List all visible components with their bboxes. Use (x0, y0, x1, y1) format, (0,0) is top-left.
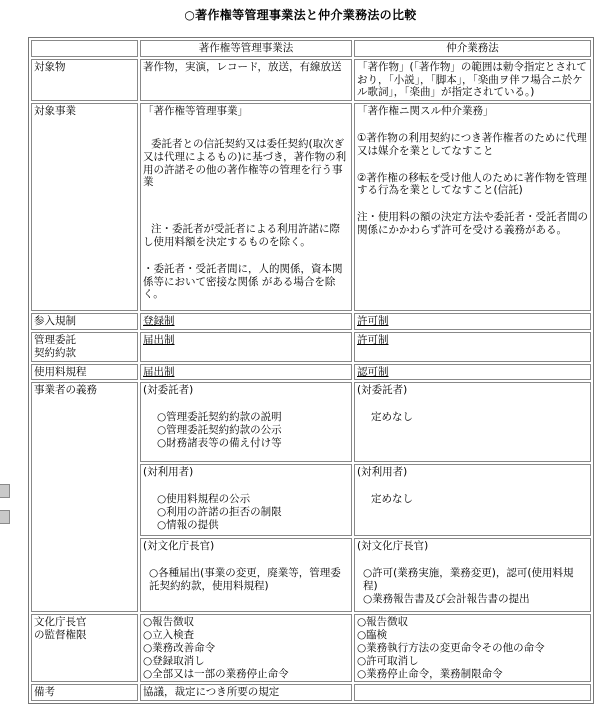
gimu-bunka-col1-head: (対文化庁長官) (143, 540, 215, 553)
row-kantoku (31, 614, 591, 682)
cell-gimu-riyo-col1 (140, 464, 352, 536)
gimu-riyo-col1-item: ○情報の提供 (157, 518, 219, 531)
row-jigyo (31, 103, 591, 311)
kanri-col1-text: 届出制 (143, 333, 175, 346)
row-taisho (31, 59, 591, 101)
side-tab-lower[interactable] (0, 510, 10, 524)
cell-biko-col1: 協議，裁定につき所要の規定 (140, 684, 352, 701)
sannyu-col2-text: 許可制 (357, 315, 389, 328)
cell-jigyo-col2 (354, 103, 591, 311)
row-label-shiyoryo: 使用料規程 (31, 364, 138, 381)
row-shiyoryo (31, 364, 591, 381)
kantoku-col2-item: ○業務停止命令，業務制限命令 (357, 667, 503, 680)
jigyo-col2-p2: ②著作権の移転を受け他人のために著作物を管理する行為を業としてなすこと(信託) (357, 171, 587, 197)
cell-gimu-bunka-col1 (140, 538, 352, 612)
gimu-riyo-col2-text: 定めなし (371, 493, 413, 506)
cell-jigyo-col1 (140, 103, 352, 311)
kantoku-col1-item: ○登録取消し (143, 654, 205, 667)
header-row (31, 40, 591, 57)
page-title: ○著作権等管理事業法と仲介業務法の比較 (184, 8, 417, 22)
kanri-col2-text: 許可制 (357, 333, 389, 346)
kantoku-col1-item: ○報告徴収 (143, 616, 195, 629)
cell-taisho-col2: 「著作物」(「著作物」の範囲は勅令指定とされており，「小説」，「脚本」，「楽曲ヲ伴フ場合ニ於ケル歌詞」，「楽曲」が指定されている。) (354, 59, 591, 101)
cell-taisho-col1: 著作物，実演，レコード，放送，有線放送 (140, 59, 352, 101)
gimu-bunka-col2-item: ○許可(業務実施，業務変更)，認可(使用料規程) (363, 567, 574, 592)
row-label-sannyu: 参入規制 (31, 313, 138, 330)
header-corner-cell (31, 40, 138, 57)
jigyo-col2-title: 「著作権ニ関スル仲介業務」 (357, 105, 494, 118)
cell-gimu-itaku-col2 (354, 382, 591, 462)
comparison-table (28, 37, 594, 704)
cell-sannyu-col1 (140, 313, 352, 330)
kanri-label-line1: 管理委託 (34, 333, 76, 346)
row-label-biko: 備考 (31, 684, 138, 701)
cell-kantoku-col2 (354, 614, 591, 682)
gimu-riyo-col1-item: ○使用料規程の公示 (157, 493, 251, 506)
row-gimu-itaku (31, 382, 591, 462)
gimu-itaku-col2-text: 定めなし (371, 411, 413, 424)
kantoku-col1-item: ○全部又は一部の業務停止命令 (143, 667, 289, 680)
row-sannyu (31, 313, 591, 330)
row-label-jigyo: 対象事業 (31, 103, 138, 311)
jigyo-col1-title: 「著作権等管理事業」 (143, 105, 248, 118)
gimu-bunka-col1-item: ○各種届出(事業の変更，廃業等，管理委託契約約款，使用料規程) (149, 567, 341, 592)
gimu-itaku-col1-item: ○財務諸表等の備え付け等 (157, 436, 282, 449)
sannyu-col1-text: 登録制 (143, 315, 175, 328)
kantoku-col2-item: ○業務執行方法の変更命令その他の命令 (357, 641, 545, 654)
row-label-taisho: 対象物 (31, 59, 138, 101)
row-label-kanri (31, 332, 138, 362)
jigyo-col1-p1: 委託者との信託契約又は委任契約(取次ぎ又は代理によるもの)に基づき，著作物の利用の許諾その他の著作権等の管理を行う事業 (143, 137, 347, 189)
jigyo-col1-p3: ・委託者・受託者間に，人的関係，資本関係等において密接な関係 がある場合を除く。 (143, 262, 343, 301)
shiyoryo-col2-text: 認可制 (357, 365, 389, 378)
gimu-itaku-col2-head: (対委託者) (357, 384, 408, 397)
header-col1: 著作権等管理事業法 (140, 40, 352, 57)
kantoku-col1-item: ○業務改善命令 (143, 641, 216, 654)
gimu-riyo-col2-head: (対利用者) (357, 466, 408, 479)
kantoku-col2-item: ○臨検 (357, 629, 388, 642)
cell-biko-col2 (354, 684, 591, 701)
shiyoryo-col1-text: 届出制 (143, 365, 175, 378)
gimu-itaku-col1-item: ○管理委託契約約款の公示 (157, 423, 282, 436)
gimu-riyo-col1-head: (対利用者) (143, 466, 194, 479)
cell-shiyoryo-col1 (140, 364, 352, 381)
kanri-label-line2: 契約約款 (34, 346, 76, 359)
cell-gimu-riyo-col2 (354, 464, 591, 536)
row-biko (31, 684, 591, 701)
jigyo-col1-p2: 注・委託者が受託者による利用許諾に際し使用料額を決定するものを除く。 (143, 223, 340, 248)
row-label-kantoku (31, 614, 138, 682)
cell-sannyu-col2 (354, 313, 591, 330)
row-label-gimu: 事業者の義務 (31, 382, 138, 612)
gimu-itaku-col1-item: ○管理委託契約約款の説明 (157, 411, 282, 424)
header-col2: 仲介業務法 (354, 40, 591, 57)
row-kanri (31, 332, 591, 362)
gimu-itaku-col1-head: (対委託者) (143, 384, 194, 397)
jigyo-col2-p3: 注・使用料の額の決定方法や委託者・受託者間の関係にかかわらず許可を受ける義務がある。 (357, 211, 588, 236)
cell-shiyoryo-col2 (354, 364, 591, 381)
cell-gimu-itaku-col1 (140, 382, 352, 462)
cell-kanri-col2 (354, 332, 591, 362)
cell-gimu-bunka-col2 (354, 538, 591, 612)
gimu-bunka-col2-head: (対文化庁長官) (357, 540, 429, 553)
side-tab-upper[interactable] (0, 484, 10, 498)
gimu-riyo-col1-item: ○利用の許諾の拒否の制限 (157, 505, 282, 518)
kantoku-col2-item: ○報告徴収 (357, 616, 409, 629)
kantoku-col2-item: ○許可取消し (357, 654, 419, 667)
kantoku-col1-item: ○立入検査 (143, 629, 195, 642)
gimu-bunka-col2-item: ○業務報告書及び会計報告書の提出 (363, 592, 530, 605)
kantoku-label-line2: の監督権限 (34, 629, 87, 642)
kantoku-label-line1: 文化庁長官 (34, 616, 87, 629)
cell-kanri-col1 (140, 332, 352, 362)
jigyo-col2-p1: ①著作物の利用契約につき著作権者のために代理又は媒介を業としてなすこと (357, 131, 587, 157)
cell-kantoku-col1 (140, 614, 352, 682)
